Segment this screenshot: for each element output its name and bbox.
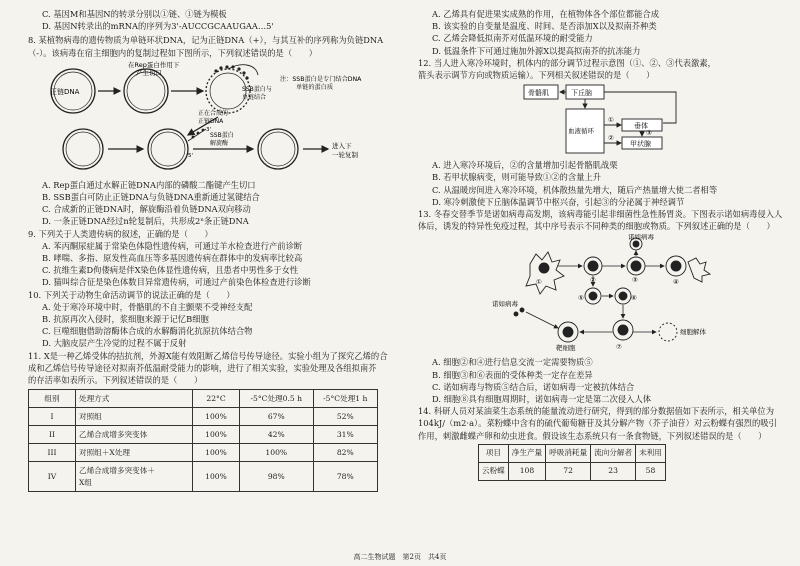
muscle-label: 骨骼肌 (528, 89, 549, 98)
dna-replication-diagram (28, 61, 400, 177)
svg-text:3': 3' (206, 126, 212, 133)
svg-text:②: ② (608, 134, 614, 143)
q10-option-b: B. 抗原再次入侵时，浆细胞来源于记忆B细胞 (42, 314, 209, 325)
svg-text:⑥: ⑥ (631, 294, 637, 303)
q8-option-a: A. Rep蛋白通过水解正链DNA内部的磷酸二酯键产生切口 (42, 179, 256, 190)
q11-stem-2: 成和乙烯信号传导途径对拟南芥低温耐受能力的影响，进行了相关实验，实验处理及各组拟南芥 (28, 362, 377, 373)
table-row: I 对照组 100% 67% 52% (29, 408, 378, 426)
q9-option-b: B. 哮喘、多指、原发性高血压等多基因遗传病在群体中的发病率比较高 (42, 253, 303, 264)
q8-option-b: B. SSB蛋白可防止正链DNA与负链DNA重新通过氢键结合 (42, 192, 260, 203)
table-row: II 乙烯合成增多突变体 100% 42% 31% (29, 426, 378, 444)
svg-text:③: ③ (632, 276, 638, 285)
page-footer: 高二生物试题 第2页 共4页 (353, 553, 447, 561)
virus-label-top: 诺如病毒 (628, 234, 654, 242)
q13-stem-2: 体后，诱发的特异性免疫过程，其中序号表示不同种类的细胞或物质。下列叙述正确的是（ ） (418, 221, 775, 232)
svg-text:①: ① (536, 278, 542, 287)
svg-text:③: ③ (646, 129, 652, 138)
rep-label-2: 产生切口 (136, 68, 162, 77)
q12-option-d: D. 寒冷刺激使下丘脑体温调节中枢兴奋，引起③的分泌属于神经调节 (432, 196, 685, 207)
q12-option-b: B. 若甲状腺病变，则可能导致①②的含量上升 (432, 172, 602, 183)
q10-stem: 10. 下列关于动物生命活动调节的说法正确的是（ ） (28, 289, 235, 300)
q9-option-d: D. 猫叫综合征是染色体数目异常遗传病，可通过产前染色体检查进行诊断 (42, 277, 311, 288)
q10-option-d: D. 大脑皮层产生冷觉的过程不属于反射 (42, 338, 187, 349)
svg-text:②: ② (590, 276, 596, 285)
ssb-protein-label: SSB蛋白 (210, 131, 234, 139)
q9-stem: 9. 下列关于人类遗传病的叙述，正确的是（ ） (28, 228, 213, 239)
q8-stem-2: （-）。该病毒在宿主细胞内的复制过程如下图所示，下列叙述错误的是（ ） (28, 47, 318, 58)
virus-label-left: 诺如病毒 (492, 300, 518, 309)
q13-option-d: D. 细胞⑧具有细胞周期时，诺如病毒一定是第二次侵入人体 (432, 394, 652, 405)
q11-option-b: B. 该实验的自变量是温度、时间、是否添加X以及拟南芥种类 (432, 21, 657, 32)
q12-stem-2: 箭头表示调节方向或物质运输）。下列相关叙述错误的是（ ） (418, 70, 655, 81)
svg-text:①: ① (608, 116, 614, 125)
target-cell-label: 靶细胞 (556, 344, 576, 353)
svg-text:5': 5' (188, 152, 194, 159)
q13-option-c: C. 诺如病毒与物质⑤结合后，诺如病毒一定被抗体结合 (432, 381, 635, 392)
q11-stem-3: 的存活率如表所示。下列叙述错误的是（ ） (28, 375, 203, 386)
unwind-label: 解旋酶 (210, 139, 229, 147)
table-header-row: 项目 净生产量 呼吸消耗量 流向分解者 未利用 (479, 444, 666, 462)
plus-strand-label: 正链DNA (50, 87, 80, 96)
q14-table (478, 444, 666, 481)
right-column (418, 8, 790, 481)
thermoregulation-figure (418, 83, 790, 157)
q9-option-c: C. 抗维生素D佝偻病是伴X染色体显性遗传病，且患者中男性多于女性 (42, 265, 299, 276)
q12-option-a: A. 进入寒冷环境后，②的含量增加引起骨骼肌战栗 (432, 160, 618, 171)
q11-table (28, 389, 378, 492)
lysis-label: 细胞解体 (680, 328, 706, 337)
q7-option-c: C. 基因M和基因N的转录分别以①链、①链为模板 (42, 9, 227, 19)
q13-option-b: B. 细胞③和⑥表面的受体种类一定存在差异 (432, 369, 593, 380)
next-round-label: 进入下 (332, 141, 352, 150)
plasmid-circle-4 (63, 129, 103, 169)
immune-figure (418, 234, 790, 354)
synth-label: 正在合成的 (198, 109, 229, 117)
thyroid-label: 甲状腺 (630, 140, 651, 149)
plasmid-circle-5 (148, 129, 188, 169)
q14-stem-1: 14. 科研人员对某油菜生态系统的能量流动进行研究，得到的部分数据值如下表所示，相关单位为 (418, 406, 775, 417)
immune-diagram (418, 234, 790, 354)
note-label: 注：SSB蛋白是专门结合DNA (280, 75, 362, 83)
q12-stem-1: 12. 当人进入寒冷环境时，机体内的部分调节过程示意图（①、②、③代表激素， (418, 57, 716, 68)
table-row: III 对照组＋X处理 100% 100% 82% (29, 444, 378, 462)
rep-label: 在Rep蛋白作用下 (128, 60, 180, 69)
dna-replication-figure (28, 61, 400, 177)
left-column (28, 8, 400, 492)
next-round-label-2: 一轮复制 (332, 150, 358, 159)
q12-option-c: C. 从温暖房间进入寒冷环境，机体散热量先增大，随后产热量增大使二者相等 (432, 184, 718, 195)
ssb-label: SSB蛋白与 (242, 85, 272, 93)
q11-option-d: D. 低温条件下可通过施加外源X以提高拟南芥的抗冻能力 (432, 45, 641, 56)
q7-option-d: D. 基因N转录出的mRNA的序列为3'-AUCCGCAAUGAA…5' (42, 21, 274, 32)
q11-option-a: A. 乙烯具有促进果实成熟的作用，在植物体各个部位都能合成 (432, 9, 659, 19)
pituitary-label: 垂体 (634, 122, 648, 131)
q13-stem-1: 13. 冬春交替季节是诺如病毒高发期，该病毒能引起非细菌性急性肠胃炎。下图表示诺如病毒侵入人 (418, 209, 783, 220)
q11-stem-1: 11. X是一种乙烯受体的拮抗剂，外源X能有效阻断乙烯信号传导途径。实验小组为了探究乙烯的合 (28, 350, 388, 361)
q14-stem-3: 作用，刺激雌蝶产卵和幼虫进食。假设该生态系统只有一条食物链，下列叙述错误的是（ ） (418, 430, 767, 441)
q8-option-c: C. 合成新的正链DNA时，解旋酶沿着负链DNA双向移动 (42, 204, 251, 215)
q11-option-c: C. 乙烯会降低拟南芥对低温环境的耐受能力 (432, 33, 593, 44)
synth-label-2: 正链DNA (198, 117, 224, 125)
table-header-row: 组别 处理方式 22°C -5°C处理0.5 h -5°C处理1 h (29, 390, 378, 408)
svg-text:⑦: ⑦ (616, 343, 622, 352)
table-row: IV 乙烯合成增多突变体＋ X组 100% 98% 78% (29, 462, 378, 492)
svg-text:④: ④ (673, 278, 679, 287)
hypothalamus-label: 下丘脑 (571, 89, 592, 98)
q10-option-c: C. 巨噬细胞借助溶酶体合成的水解酶消化抗原抗体结合物 (42, 326, 253, 337)
note-label-2: 单链的蛋白质 (296, 83, 334, 91)
table-row: 云粉蝶 108 72 23 58 (479, 462, 666, 480)
q8-option-d: D. 一条正链DNA经过n轮复制后，共形成2ⁿ条正链DNA (42, 216, 249, 227)
plasmid-circle-6 (258, 129, 298, 169)
svg-text:⑤: ⑤ (578, 294, 584, 303)
blood-label: 血液循环 (568, 127, 594, 136)
q14-stem-2: 104kJ/（m2·a）。菜粉蝶中含有的硫代葡萄糖苷及其分解产物（芥子油苷）对云粉蝶有强烈的吸引 (418, 418, 777, 429)
thermoregulation-diagram (418, 83, 790, 157)
q10-option-a: A. 处于寒冷环境中时，骨骼肌的不自主颤栗不受神经支配 (42, 301, 253, 312)
ssb-label-2: 单链结合 (242, 93, 267, 101)
q13-option-a: A. 细胞②和④进行信息交流一定需要物质⑤ (432, 357, 593, 368)
q9-option-a: A. 苯丙酮尿症属于常染色体隐性遗传病，可通过羊水检查进行产前诊断 (42, 240, 303, 251)
q8-stem-1: 8. 某植物病毒的遗传物质为单链环状DNA，记为正链DNA（+），与其互补的序列称为负链DNA (28, 35, 384, 46)
